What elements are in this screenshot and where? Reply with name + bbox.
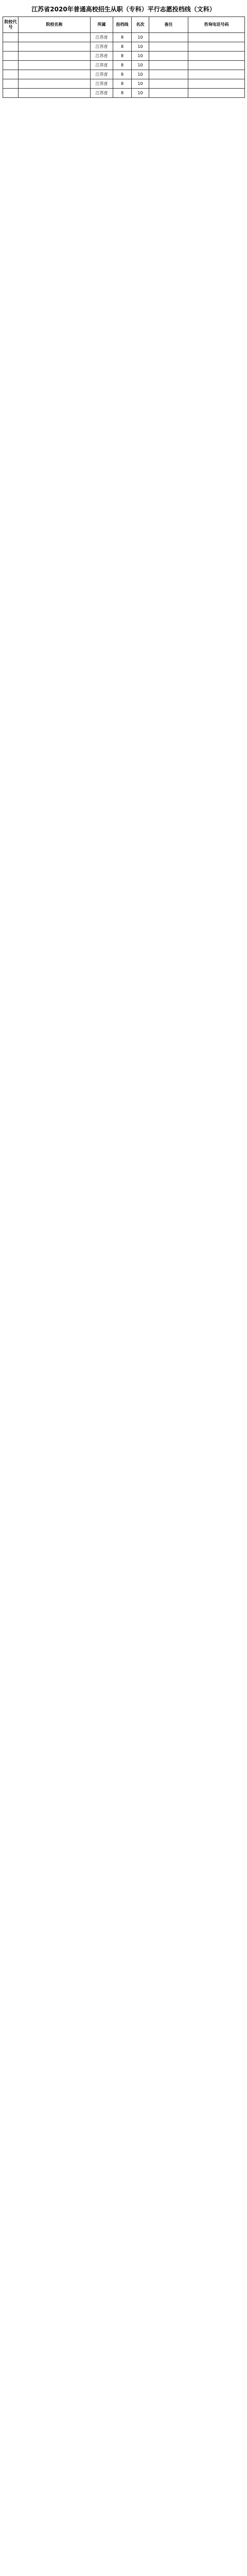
cell-phone xyxy=(188,89,245,98)
cell-note xyxy=(149,61,188,70)
page-title: 江苏省2020年普通高校招生从职（专科）平行志愿投档线（文科） xyxy=(31,6,216,13)
table-row xyxy=(3,70,245,79)
cell-province: 江苏省 xyxy=(91,42,113,52)
cell-phone xyxy=(188,33,245,42)
cell-note xyxy=(149,33,188,42)
cell-rank: 10 xyxy=(132,33,149,42)
cell-rank: 10 xyxy=(132,42,149,52)
cell-province: 江苏省 xyxy=(91,79,113,89)
cell-phone xyxy=(188,79,245,89)
cell-plan: 8 xyxy=(113,61,132,70)
cell-note xyxy=(149,89,188,98)
cell-plan: 8 xyxy=(113,89,132,98)
cell-province: 江苏省 xyxy=(91,89,113,98)
cell-plan: 8 xyxy=(113,42,132,52)
cell-code xyxy=(3,33,19,42)
cell-phone xyxy=(188,52,245,61)
cell-rank: 10 xyxy=(132,61,149,70)
cell-rank: 10 xyxy=(132,52,149,61)
table-row xyxy=(3,61,245,70)
cell-note xyxy=(149,70,188,79)
admission-table xyxy=(3,16,245,98)
cell-plan: 8 xyxy=(113,33,132,42)
column-header-code: 院校代号 xyxy=(3,17,19,33)
cell-name xyxy=(19,52,91,61)
cell-name xyxy=(19,61,91,70)
cell-plan: 8 xyxy=(113,79,132,89)
table-row xyxy=(3,52,245,61)
cell-phone xyxy=(188,42,245,52)
cell-code xyxy=(3,79,19,89)
table-row xyxy=(3,33,245,42)
column-header-province: 所属 xyxy=(91,17,113,33)
cell-plan: 8 xyxy=(113,70,132,79)
table-row xyxy=(3,42,245,52)
table-row xyxy=(3,89,245,98)
cell-code xyxy=(3,42,19,52)
cell-name xyxy=(19,42,91,52)
table-body xyxy=(3,33,245,98)
cell-name xyxy=(19,33,91,42)
cell-name xyxy=(19,89,91,98)
cell-rank: 10 xyxy=(132,79,149,89)
cell-name xyxy=(19,79,91,89)
cell-code xyxy=(3,52,19,61)
cell-rank: 10 xyxy=(132,70,149,79)
column-header-note: 备注 xyxy=(149,17,188,33)
cell-note xyxy=(149,79,188,89)
cell-phone xyxy=(188,61,245,70)
column-header-plan: 投档线 xyxy=(113,17,132,33)
table-row xyxy=(3,79,245,89)
column-header-name: 院校名称 xyxy=(19,17,91,33)
table-header-row xyxy=(3,17,245,33)
cell-province: 江苏省 xyxy=(91,52,113,61)
cell-rank: 10 xyxy=(132,89,149,98)
cell-phone xyxy=(188,70,245,79)
cell-province: 江苏省 xyxy=(91,33,113,42)
cell-province: 江苏省 xyxy=(91,61,113,70)
cell-code xyxy=(3,61,19,70)
column-header-rank: 名次 xyxy=(132,17,149,33)
cell-province: 江苏省 xyxy=(91,70,113,79)
cell-code xyxy=(3,89,19,98)
cell-note xyxy=(149,42,188,52)
cell-note xyxy=(149,52,188,61)
cell-name xyxy=(19,70,91,79)
cell-plan: 8 xyxy=(113,52,132,61)
cell-code xyxy=(3,70,19,79)
column-header-phone: 咨询电话号码 xyxy=(188,17,245,33)
